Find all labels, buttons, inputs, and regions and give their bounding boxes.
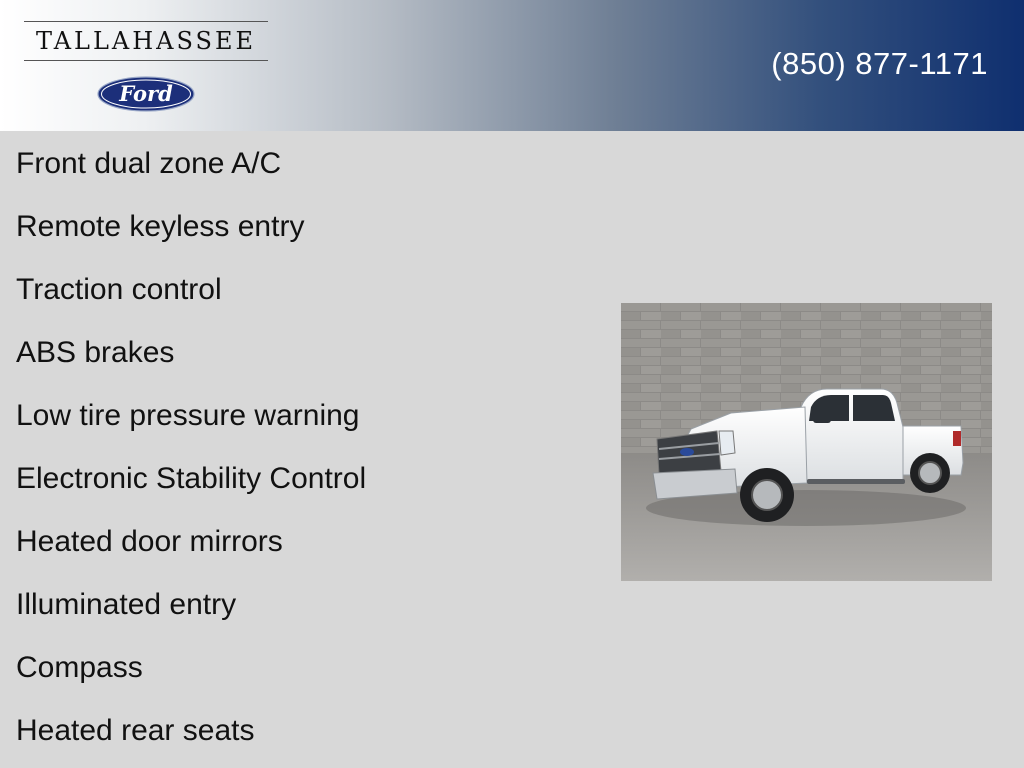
vehicle-image xyxy=(621,303,992,581)
feature-list xyxy=(16,131,366,761)
feature-item: Remote keyless entry xyxy=(16,210,305,243)
feature-item: ABS brakes xyxy=(16,336,175,369)
feature-item: Electronic Stability Control xyxy=(16,462,367,495)
feature-item: Illuminated entry xyxy=(16,588,237,621)
feature-item: Traction control xyxy=(16,273,222,306)
dealer-name: TALLAHASSEE xyxy=(24,21,268,61)
dealer-header xyxy=(0,0,1024,131)
feature-item: Front dual zone A/C xyxy=(16,147,282,180)
feature-item: Heated rear seats xyxy=(16,714,255,747)
feature-item: Heated door mirrors xyxy=(16,525,283,558)
ford-logo-icon xyxy=(97,76,195,112)
feature-item: Low tire pressure warning xyxy=(16,399,360,432)
feature-item: Compass xyxy=(16,651,143,684)
ford-logo-text: Ford xyxy=(119,81,173,106)
vehicle-photo xyxy=(621,303,992,581)
dealer-phone[interactable]: (850) 877-1171 xyxy=(771,46,988,81)
